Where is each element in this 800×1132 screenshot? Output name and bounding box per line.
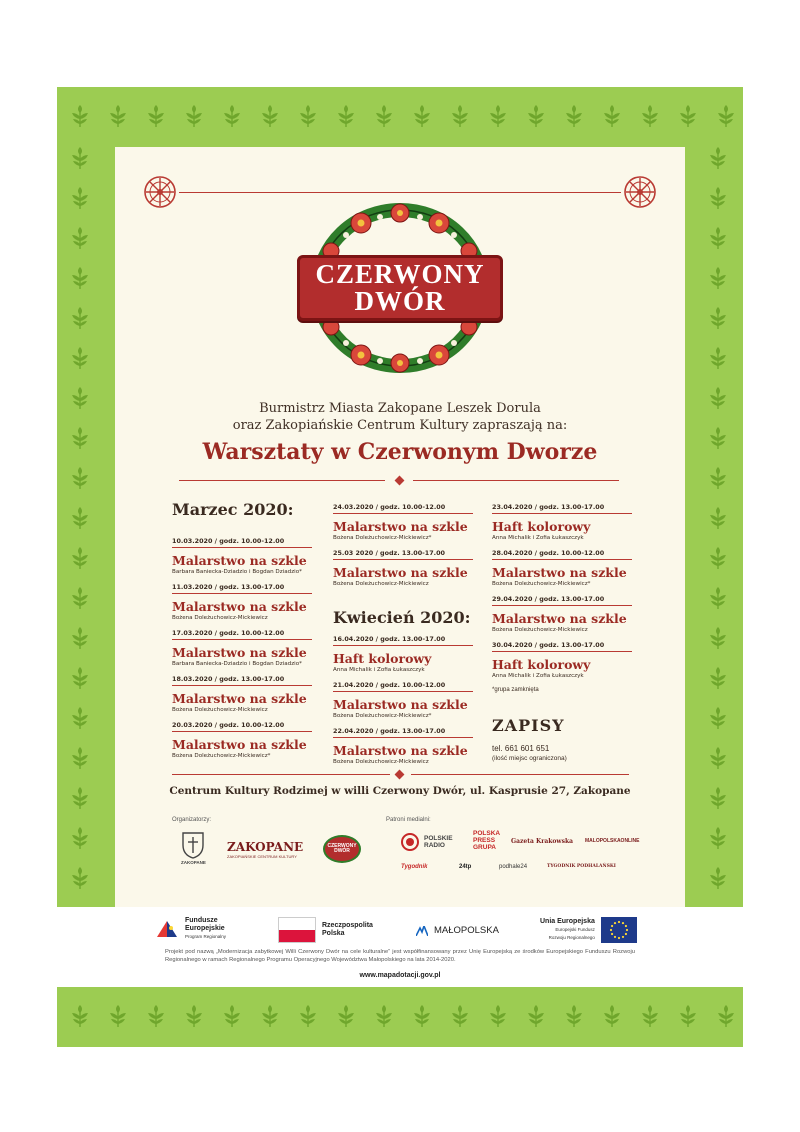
leaf-sprig-icon bbox=[71, 787, 89, 809]
czerwony-dwor-logo bbox=[291, 193, 509, 379]
eu-star-icon bbox=[618, 921, 620, 923]
workshop-date: 22.04.2020 / godz. 13.00-17.00 bbox=[333, 727, 446, 735]
leaf-sprig-icon bbox=[709, 667, 727, 689]
workshop-instructors: Bożena Doleżuchowicz-Mickiewicz bbox=[333, 759, 429, 765]
workshop-instructors: Bożena Doleżuchowicz-Mickiewicz bbox=[492, 627, 588, 633]
date-underline bbox=[172, 547, 312, 548]
leaf-sprig-icon bbox=[709, 547, 727, 569]
zck-logo bbox=[227, 840, 303, 859]
date-underline bbox=[172, 639, 312, 640]
press-line-1: POLSKA bbox=[473, 830, 501, 837]
zck-logo-main: ZAKOPANE bbox=[227, 840, 304, 854]
organizers-label: Organizatorzy: bbox=[172, 817, 212, 823]
workshop-entry bbox=[333, 727, 473, 765]
eu-star-icon bbox=[611, 933, 613, 935]
leaf-sprig-icon bbox=[109, 1005, 127, 1027]
eu-flag-icon bbox=[601, 917, 637, 943]
workshop-date: 18.03.2020 / godz. 13.00-17.00 bbox=[172, 675, 285, 683]
places-limited: (ilość miejsc ograniczona) bbox=[492, 755, 567, 762]
leaf-sprig-icon bbox=[71, 627, 89, 649]
workshop-name: Malarstwo na szkle bbox=[172, 691, 307, 706]
intro-text bbox=[115, 400, 685, 434]
date-underline bbox=[172, 731, 312, 732]
leaf-sprig-icon bbox=[717, 1005, 735, 1027]
eu-star-icon bbox=[610, 929, 612, 931]
workshop-entry bbox=[333, 503, 473, 541]
leaf-sprig-icon bbox=[71, 587, 89, 609]
date-underline bbox=[333, 559, 473, 560]
ue-line-1: Unia Europejska bbox=[540, 918, 595, 925]
leaf-sprig-icon bbox=[489, 105, 507, 127]
leaf-sprig-icon bbox=[337, 1005, 355, 1027]
workshop-date: 16.04.2020 / godz. 13.00-17.00 bbox=[333, 635, 446, 643]
leaf-sprig-icon bbox=[527, 1005, 545, 1027]
workshop-instructors: Bożena Doleżuchowicz-Mickiewicz bbox=[333, 581, 429, 587]
czerwony-dwor-small-logo bbox=[323, 835, 361, 863]
tygodnik-podhalanski-logo: TYGODNIK PODHALAŃSKI bbox=[547, 864, 616, 869]
leaf-sprig-icon bbox=[375, 105, 393, 127]
workshop-name: Malarstwo na szkle bbox=[333, 565, 468, 580]
leaf-sprig-icon bbox=[603, 105, 621, 127]
leaf-sprig-icon bbox=[223, 105, 241, 127]
zck-logo-sub: ZAKOPIAŃSKIE CENTRUM KULTURY bbox=[227, 854, 297, 859]
eu-star-icon bbox=[625, 925, 627, 927]
rp-line-2: Polska bbox=[322, 930, 345, 937]
workshop-date: 21.04.2020 / godz. 10.00-12.00 bbox=[333, 681, 446, 689]
workshop-instructors: Bożena Doleżuchowicz-Mickiewicz* bbox=[333, 713, 432, 719]
leaf-sprig-icon bbox=[489, 1005, 507, 1027]
workshop-name: Malarstwo na szkle bbox=[492, 565, 627, 580]
date-underline bbox=[172, 685, 312, 686]
press-line-2: PRESS bbox=[473, 837, 496, 844]
eu-star-icon bbox=[622, 922, 624, 924]
funding-disclaimer: Projekt pod nazwą „Modernizacja zabytkowej Willi Czerwony Dwór na cele kulturalne” jest współfinansowany przez Unię Europejską ze środków Europejskiego Funduszu Rozwoju Regionalnego w ramach Regionalnego Programu Operacyjnego Województwa Małopolskiego na lata 2014-2020. bbox=[165, 949, 635, 963]
workshop-instructors: Bożena Doleżuchowicz-Mickiewicz* bbox=[172, 753, 271, 759]
leaf-sprig-icon bbox=[71, 227, 89, 249]
small-logo-line-1: CZERWONY bbox=[327, 843, 357, 849]
workshop-entry bbox=[172, 629, 312, 667]
leaf-sprig-icon bbox=[71, 827, 89, 849]
malopolska-online-logo: MALOPOLSKAONLINE bbox=[585, 838, 640, 844]
date-underline bbox=[172, 593, 312, 594]
address-divider-right bbox=[411, 774, 629, 775]
workshop-date: 29.04.2020 / godz. 13.00-17.00 bbox=[492, 595, 605, 603]
title-divider-right bbox=[413, 480, 619, 481]
workshop-instructors: Anna Michalik i Zofia Łukaszczyk bbox=[492, 673, 584, 679]
leaf-sprig-icon bbox=[709, 347, 727, 369]
leaf-sprig-icon bbox=[709, 467, 727, 489]
venue-address: Centrum Kultury Rodzimej w willi Czerwony Dwór, ul. Kasprusie 27, Zakopane bbox=[169, 785, 631, 797]
leaf-sprig-icon bbox=[261, 1005, 279, 1027]
workshop-entry bbox=[172, 721, 312, 759]
workshop-instructors: Bożena Doleżuchowicz-Mickiewicz bbox=[172, 707, 268, 713]
leaf-sprig-icon bbox=[185, 105, 203, 127]
leaf-sprig-icon bbox=[71, 347, 89, 369]
workshop-date: 23.04.2020 / godz. 13.00-17.00 bbox=[492, 503, 605, 511]
logo-plate bbox=[297, 255, 503, 321]
intro-line-2: oraz Zakopiańskie Centrum Kultury zapraszają na: bbox=[232, 418, 568, 433]
rzeczpospolita-logo bbox=[278, 917, 373, 943]
phone-number: tel. 661 601 651 bbox=[492, 744, 550, 753]
leaf-sprig-icon bbox=[71, 747, 89, 769]
logo-line-2: DWÓR bbox=[354, 286, 446, 316]
folk-rosette-icon bbox=[623, 175, 657, 209]
logo-line-1: CZERWONY bbox=[315, 259, 485, 289]
signup-heading: ZAPISY bbox=[492, 716, 565, 735]
workshop-entry bbox=[333, 549, 473, 587]
workshop-date: 24.03.2020 / godz. 10.00-12.00 bbox=[333, 503, 446, 511]
leaf-sprig-icon bbox=[185, 1005, 203, 1027]
workshop-entry bbox=[333, 681, 473, 719]
divider-diamond bbox=[395, 476, 405, 486]
podhale24-logo: podhale24 bbox=[499, 864, 528, 870]
workshop-entry bbox=[492, 595, 632, 633]
malopolska-logo bbox=[416, 925, 499, 936]
leaf-sprig-icon bbox=[71, 547, 89, 569]
eu-star-icon bbox=[625, 933, 627, 935]
leaf-sprig-icon bbox=[641, 1005, 659, 1027]
leaf-sprig-icon bbox=[413, 105, 431, 127]
leaf-sprig-icon bbox=[71, 667, 89, 689]
leaf-sprig-icon bbox=[603, 1005, 621, 1027]
workshop-name: Malarstwo na szkle bbox=[333, 743, 468, 758]
main-title: Warsztaty w Czerwonym Dworze bbox=[202, 439, 598, 465]
workshop-entry bbox=[172, 675, 312, 713]
leaf-sprig-icon bbox=[709, 587, 727, 609]
leaf-sprig-icon bbox=[451, 1005, 469, 1027]
tygodnik-logo: Tygodnik bbox=[401, 864, 428, 870]
fe-line-3: Program Regionalny bbox=[185, 934, 227, 939]
workshop-entry bbox=[172, 583, 312, 621]
workshop-instructors: Barbara Baniecka-Dziadzio i Bogdan Dziadzio* bbox=[172, 661, 302, 667]
eu-funds-icon bbox=[155, 919, 179, 939]
funding-website: www.mapadotacji.gov.pl bbox=[359, 972, 441, 979]
leaf-sprig-icon bbox=[299, 105, 317, 127]
small-logo-line-2: DWÓR bbox=[334, 848, 350, 854]
eu-star-icon bbox=[626, 929, 628, 931]
poster bbox=[115, 147, 685, 907]
leaf-sprig-icon bbox=[709, 787, 727, 809]
leaf-sprig-icon bbox=[337, 105, 355, 127]
leaf-sprig-icon bbox=[71, 427, 89, 449]
malopolska-mountains-icon bbox=[416, 926, 428, 936]
workshop-date: 30.04.2020 / godz. 13.00-17.00 bbox=[492, 641, 605, 649]
leaf-sprig-icon bbox=[679, 1005, 697, 1027]
workshop-entry bbox=[333, 635, 473, 673]
leaf-sprig-icon bbox=[709, 507, 727, 529]
date-underline bbox=[492, 559, 632, 560]
rp-line-1: Rzeczpospolita bbox=[322, 922, 373, 929]
date-underline bbox=[333, 737, 473, 738]
leaf-sprig-icon bbox=[71, 867, 89, 889]
workshop-name: Haft kolorowy bbox=[333, 651, 432, 666]
leaf-sprig-icon bbox=[223, 1005, 241, 1027]
leaf-sprig-icon bbox=[709, 827, 727, 849]
workshop-name: Haft kolorowy bbox=[492, 657, 591, 672]
workshop-entry bbox=[492, 641, 632, 679]
radio-line-2: RADIO bbox=[424, 842, 445, 849]
leaf-sprig-icon bbox=[709, 627, 727, 649]
workshop-instructors: Bożena Doleżuchowicz-Mickiewicz bbox=[172, 615, 268, 621]
eu-star-icon bbox=[618, 937, 620, 939]
radio-line-1: POLSKIE bbox=[424, 835, 453, 842]
leaf-sprig-icon bbox=[71, 467, 89, 489]
leaf-sprig-icon bbox=[413, 1005, 431, 1027]
title-divider-left bbox=[179, 480, 385, 481]
leaf-sprig-icon bbox=[709, 227, 727, 249]
workshop-name: Malarstwo na szkle bbox=[492, 611, 627, 626]
leaf-sprig-icon bbox=[71, 267, 89, 289]
leaf-sprig-icon bbox=[71, 707, 89, 729]
leaf-sprig-icon bbox=[299, 1005, 317, 1027]
folk-rosette-icon bbox=[143, 175, 177, 209]
press-line-3: GRUPA bbox=[473, 844, 496, 851]
leaf-sprig-icon bbox=[71, 307, 89, 329]
workshop-instructors: Anna Michalik i Zofia Łukaszczyk bbox=[333, 667, 425, 673]
tv24-logo: 24tp bbox=[459, 864, 472, 870]
leaf-sprig-icon bbox=[717, 105, 735, 127]
leaf-sprig-icon bbox=[565, 105, 583, 127]
leaf-sprig-icon bbox=[709, 187, 727, 209]
leaf-sprig-icon bbox=[261, 105, 279, 127]
workshop-instructors: Bożena Doleżuchowicz-Mickiewicz* bbox=[333, 535, 432, 541]
ue-line-2: Europejski Fundusz bbox=[555, 927, 595, 932]
workshop-name: Malarstwo na szkle bbox=[172, 645, 307, 660]
leaf-sprig-icon bbox=[109, 105, 127, 127]
media-label: Patroni medialni: bbox=[386, 817, 431, 823]
leaf-sprig-icon bbox=[71, 507, 89, 529]
intro-line-1: Burmistrz Miasta Zakopane Leszek Dorula bbox=[259, 401, 541, 416]
town-crest bbox=[181, 831, 206, 865]
date-underline bbox=[333, 645, 473, 646]
signup-contact bbox=[492, 744, 567, 764]
workshop-entry bbox=[492, 503, 632, 541]
date-underline bbox=[333, 513, 473, 514]
leaf-sprig-icon bbox=[709, 387, 727, 409]
eu-star-icon bbox=[614, 936, 616, 938]
date-underline bbox=[492, 651, 632, 652]
leaf-sprig-icon bbox=[375, 1005, 393, 1027]
radio-icon bbox=[399, 833, 421, 851]
workshop-date: 10.03.2020 / godz. 10.00-12.00 bbox=[172, 537, 285, 545]
town-crest-caption: ZAKOPANE bbox=[181, 860, 206, 865]
workshop-date: 25.03 2020 / godz. 13.00-17.00 bbox=[333, 549, 446, 557]
leaf-sprig-icon bbox=[709, 747, 727, 769]
workshop-name: Malarstwo na szkle bbox=[172, 737, 307, 752]
leaf-sprig-icon bbox=[641, 105, 659, 127]
april-heading: Kwiecień 2020: bbox=[333, 608, 471, 627]
leaf-sprig-icon bbox=[71, 387, 89, 409]
leaf-sprig-icon bbox=[709, 147, 727, 169]
workshop-name: Malarstwo na szkle bbox=[333, 519, 468, 534]
leaf-sprig-icon bbox=[565, 1005, 583, 1027]
date-underline bbox=[333, 691, 473, 692]
ue-line-3: Rozwoju Regionalnego bbox=[548, 935, 595, 940]
workshop-name: Malarstwo na szkle bbox=[333, 697, 468, 712]
unia-europejska-logo bbox=[540, 917, 637, 943]
march-heading: Marzec 2020: bbox=[172, 500, 294, 519]
eu-star-icon bbox=[614, 922, 616, 924]
date-underline bbox=[492, 605, 632, 606]
town-crest-icon bbox=[181, 831, 205, 859]
leaf-sprig-icon bbox=[147, 1005, 165, 1027]
date-underline bbox=[492, 513, 632, 514]
workshop-date: 20.03.2020 / godz. 10.00-12.00 bbox=[172, 721, 285, 729]
leaf-sprig-icon bbox=[679, 105, 697, 127]
workshop-date: 11.03.2020 / godz. 13.00-17.00 bbox=[172, 583, 285, 591]
workshop-date: 28.04.2020 / godz. 10.00-12.00 bbox=[492, 549, 605, 557]
eu-star-icon bbox=[611, 925, 613, 927]
leaf-sprig-icon bbox=[709, 267, 727, 289]
leaf-sprig-icon bbox=[451, 105, 469, 127]
fe-line-1: Fundusze bbox=[185, 917, 218, 924]
workshop-date: 17.03.2020 / godz. 10.00-12.00 bbox=[172, 629, 285, 637]
polskie-radio-logo bbox=[399, 833, 453, 851]
workshop-name: Haft kolorowy bbox=[492, 519, 591, 534]
eu-star-icon bbox=[622, 936, 624, 938]
workshop-entry bbox=[492, 549, 632, 587]
workshop-instructors: Barbara Baniecka-Dziadzio i Bogdan Dziadzio* bbox=[172, 569, 302, 575]
leaf-sprig-icon bbox=[71, 105, 89, 127]
divider-diamond bbox=[395, 770, 405, 780]
workshop-name: Malarstwo na szkle bbox=[172, 599, 307, 614]
workshop-name: Malarstwo na szkle bbox=[172, 553, 307, 568]
polska-press-logo bbox=[473, 830, 500, 851]
polish-flag-icon bbox=[278, 917, 316, 943]
leaf-sprig-icon bbox=[709, 427, 727, 449]
malopolska-text: MAŁOPOLSKA bbox=[434, 925, 499, 936]
address-divider-left bbox=[172, 774, 390, 775]
leaf-sprig-icon bbox=[709, 867, 727, 889]
workshop-instructors: Anna Michalik i Zofia Łukaszczyk bbox=[492, 535, 584, 541]
leaf-sprig-icon bbox=[71, 1005, 89, 1027]
workshop-instructors: Bożena Doleżuchowicz-Mickiewicz* bbox=[492, 581, 591, 587]
fe-line-2: Europejskie bbox=[185, 925, 225, 932]
fundusze-europejskie-logo bbox=[155, 917, 226, 941]
gazeta-krakowska-logo: Gazeta Krakowska bbox=[511, 838, 573, 845]
leaf-sprig-icon bbox=[71, 187, 89, 209]
leaf-sprig-icon bbox=[709, 707, 727, 729]
leaf-sprig-icon bbox=[527, 105, 545, 127]
leaf-sprig-icon bbox=[709, 307, 727, 329]
workshop-entry bbox=[172, 537, 312, 575]
closed-group-note: *grupa zamknięta bbox=[492, 687, 539, 693]
leaf-sprig-icon bbox=[147, 105, 165, 127]
leaf-sprig-icon bbox=[71, 147, 89, 169]
